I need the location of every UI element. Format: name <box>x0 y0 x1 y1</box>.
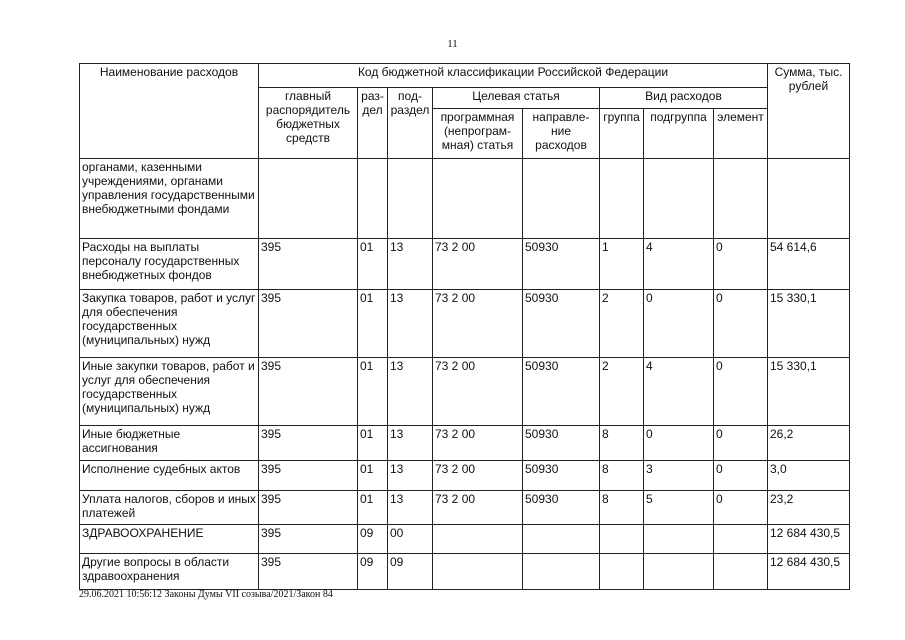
cell-direction: 50930 <box>523 290 600 358</box>
cell-direction: 50930 <box>523 426 600 461</box>
cell-program: 73 2 00 <box>433 290 523 358</box>
cell-grbs: 395 <box>259 239 358 290</box>
table-row <box>80 525 850 554</box>
cell-podrazdel: 13 <box>388 290 433 358</box>
cell-sum: 3,0 <box>768 461 850 491</box>
cell-direction: 50930 <box>523 239 600 290</box>
page-number: 11 <box>447 38 458 50</box>
cell-subgroup: 4 <box>644 239 714 290</box>
cell-grbs: 395 <box>259 290 358 358</box>
cell-podrazdel: 13 <box>388 426 433 461</box>
cell-razdel: 01 <box>358 491 388 525</box>
cell-program: 73 2 00 <box>433 461 523 491</box>
cell-name: Исполнение судебных актов <box>80 461 259 491</box>
table-row <box>80 358 850 426</box>
cell-razdel: 09 <box>358 554 388 590</box>
cell-razdel: 01 <box>358 239 388 290</box>
cell-grbs: 395 <box>259 491 358 525</box>
cell-grbs: 395 <box>259 358 358 426</box>
header-podrazdel: под-раздел <box>388 88 433 159</box>
header-name: Наименование расходов <box>80 64 259 159</box>
cell-element <box>714 525 768 554</box>
table-row <box>80 239 850 290</box>
cell-name: Закупка товаров, работ и услуг для обеспечения государственных (муниципальных) нужд <box>80 290 259 358</box>
cell-grbs <box>259 159 358 239</box>
cell-element: 0 <box>714 426 768 461</box>
cell-group <box>600 525 644 554</box>
header-code: Код бюджетной классификации Российской Федерации <box>259 64 768 88</box>
cell-subgroup <box>644 159 714 239</box>
budget-table <box>79 63 850 590</box>
cell-razdel: 01 <box>358 358 388 426</box>
cell-podrazdel: 13 <box>388 491 433 525</box>
footer-note: 29.06.2021 10:56:12 Законы Думы VII созыва/2021/Закон 84 <box>79 589 333 600</box>
cell-program <box>433 525 523 554</box>
cell-direction: 50930 <box>523 491 600 525</box>
cell-group <box>600 159 644 239</box>
cell-element: 0 <box>714 358 768 426</box>
header-grbs: главный распорядитель бюджетных средств <box>259 88 358 159</box>
header-subgroup: подгруппа <box>644 109 714 159</box>
cell-sum: 15 330,1 <box>768 358 850 426</box>
cell-podrazdel: 09 <box>388 554 433 590</box>
cell-podrazdel <box>388 159 433 239</box>
cell-sum: 12 684 430,5 <box>768 554 850 590</box>
cell-group: 8 <box>600 491 644 525</box>
cell-name: Иные бюджетные ассигнования <box>80 426 259 461</box>
cell-group: 2 <box>600 290 644 358</box>
cell-element: 0 <box>714 461 768 491</box>
cell-element <box>714 159 768 239</box>
cell-direction <box>523 525 600 554</box>
header-group: группа <box>600 109 644 159</box>
cell-program: 73 2 00 <box>433 239 523 290</box>
cell-grbs: 395 <box>259 525 358 554</box>
cell-subgroup: 4 <box>644 358 714 426</box>
header-sum: Сумма, тыс. рублей <box>768 64 850 159</box>
cell-element: 0 <box>714 290 768 358</box>
cell-grbs: 395 <box>259 461 358 491</box>
cell-element <box>714 554 768 590</box>
cell-subgroup <box>644 554 714 590</box>
header-target: Целевая статья <box>433 88 600 109</box>
cell-grbs: 395 <box>259 426 358 461</box>
table-row <box>80 159 850 239</box>
header-program: программная (непрограм-мная) статья <box>433 109 523 159</box>
cell-sum: 23,2 <box>768 491 850 525</box>
cell-program: 73 2 00 <box>433 426 523 461</box>
cell-element: 0 <box>714 239 768 290</box>
cell-direction: 50930 <box>523 461 600 491</box>
table-row <box>80 290 850 358</box>
cell-podrazdel: 13 <box>388 239 433 290</box>
cell-program <box>433 159 523 239</box>
cell-subgroup: 5 <box>644 491 714 525</box>
cell-name: Расходы на выплаты персоналу государственных внебюджетных фондов <box>80 239 259 290</box>
header-direction: направле-ние расходов <box>523 109 600 159</box>
cell-program <box>433 554 523 590</box>
cell-podrazdel: 13 <box>388 358 433 426</box>
cell-sum: 26,2 <box>768 426 850 461</box>
cell-group: 2 <box>600 358 644 426</box>
table-row <box>80 554 850 590</box>
cell-name: Иные закупки товаров, работ и услуг для обеспечения государственных (муниципальных) нужд <box>80 358 259 426</box>
cell-grbs: 395 <box>259 554 358 590</box>
cell-element: 0 <box>714 491 768 525</box>
cell-name: Другие вопросы в области здравоохранения <box>80 554 259 590</box>
cell-podrazdel: 13 <box>388 461 433 491</box>
cell-subgroup <box>644 525 714 554</box>
cell-direction: 50930 <box>523 358 600 426</box>
cell-sum: 54 614,6 <box>768 239 850 290</box>
cell-group: 8 <box>600 461 644 491</box>
cell-razdel: 01 <box>358 290 388 358</box>
cell-subgroup: 0 <box>644 290 714 358</box>
cell-direction <box>523 159 600 239</box>
header-razdel: раз-дел <box>358 88 388 159</box>
cell-subgroup: 3 <box>644 461 714 491</box>
cell-razdel <box>358 159 388 239</box>
cell-podrazdel: 00 <box>388 525 433 554</box>
cell-razdel: 01 <box>358 426 388 461</box>
cell-direction <box>523 554 600 590</box>
cell-name: ЗДРАВООХРАНЕНИЕ <box>80 525 259 554</box>
cell-program: 73 2 00 <box>433 358 523 426</box>
table-row <box>80 491 850 525</box>
cell-subgroup: 0 <box>644 426 714 461</box>
cell-group <box>600 554 644 590</box>
cell-sum <box>768 159 850 239</box>
cell-group: 1 <box>600 239 644 290</box>
cell-name: органами, казенными учреждениями, органами управления государственными внебюджетными фондами <box>80 159 259 239</box>
cell-sum: 12 684 430,5 <box>768 525 850 554</box>
cell-sum: 15 330,1 <box>768 290 850 358</box>
cell-program: 73 2 00 <box>433 491 523 525</box>
header-expense-kind: Вид расходов <box>600 88 768 109</box>
cell-razdel: 09 <box>358 525 388 554</box>
header-element: элемент <box>714 109 768 159</box>
cell-name: Уплата налогов, сборов и иных платежей <box>80 491 259 525</box>
table-row <box>80 426 850 461</box>
table-row <box>80 461 850 491</box>
cell-razdel: 01 <box>358 461 388 491</box>
cell-group: 8 <box>600 426 644 461</box>
